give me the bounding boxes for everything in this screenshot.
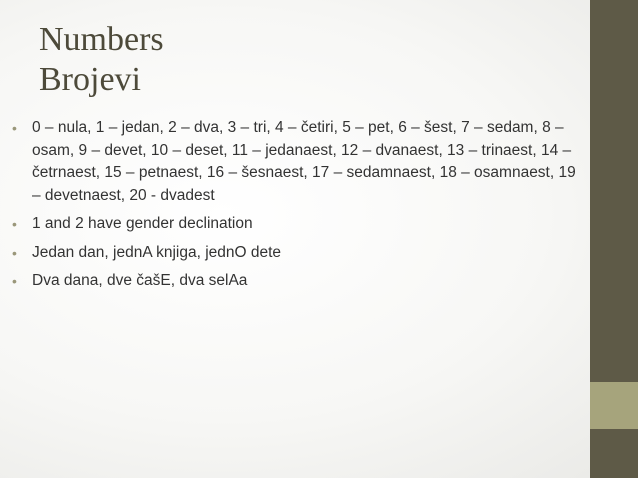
bullet-text-jedan: Jedan dan, jednA knjiga, jednO dete	[32, 243, 282, 261]
bullet-dot-icon: •	[12, 244, 17, 261]
bullet-text-gender: 1 and 2 have gender declination	[32, 215, 253, 232]
bullet-item-gender	[12, 213, 587, 236]
slide-title-line-2: Brojevi	[39, 61, 141, 98]
bullet-list	[12, 117, 587, 299]
bullet-dot-icon: •	[12, 273, 17, 289]
slide-title	[39, 20, 579, 100]
slide-title-line-1: Numbers	[39, 21, 164, 58]
bullet-item-jedan	[12, 242, 587, 265]
bullet-dot-icon: •	[12, 216, 17, 232]
decorative-sidebar-accent	[590, 382, 638, 429]
bullet-item-numbers	[12, 117, 587, 207]
bullet-dot-icon: •	[12, 120, 17, 136]
bullet-item-dva	[12, 270, 587, 293]
bullet-text-dva: Dva dana, dve čašE, dva selAa	[32, 272, 248, 289]
bullet-text-numbers: 0 – nula, 1 – jedan, 2 – dva, 3 – tri, 4 – četiri, 5 – pet, 6 – šest, 7 – sedam, 8 – osam, 9 – devet, 10 – deset, 11 – jedanaest, 12 – dvanaest, 13 – trinaest, 14 – četrnaest, 15 – petnaest, 16 – šesnaest, 17 – sedamnaest, 18 – osamnaest, 19 – devetnaest, 20 - dvadest	[32, 119, 576, 204]
